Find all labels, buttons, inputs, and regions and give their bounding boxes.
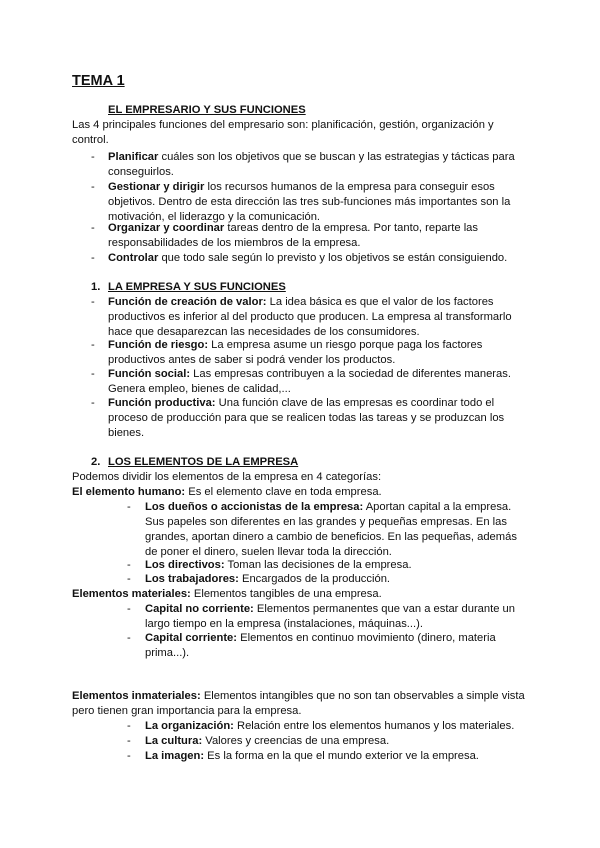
list-item (145, 602, 523, 632)
list-item (145, 631, 507, 661)
category-term: El elemento humano: (72, 486, 186, 498)
section-heading-funciones: LA EMPRESA Y SUS FUNCIONES (108, 281, 286, 293)
list-item (108, 367, 520, 397)
section-intro: Las 4 principales funciones del empresario son: planificación, gestión, organización y control. (72, 119, 494, 146)
item-term: Función social: (108, 368, 191, 380)
item-term: La cultura: (145, 735, 203, 747)
list-item (145, 719, 514, 734)
item-text: Es la forma en la que el mundo exterior ve la empresa. (204, 750, 479, 762)
category-term: Elementos inmateriales: (72, 690, 201, 702)
item-term: Los dueños o accionistas de la empresa: (145, 501, 364, 513)
item-term: Función de riesgo: (108, 339, 209, 351)
bullet-dash: - (91, 222, 95, 234)
list-item (108, 221, 518, 251)
item-term: La organización: (145, 720, 234, 732)
category-material (72, 587, 382, 602)
list-item (108, 338, 512, 368)
section-number: 1. (91, 281, 101, 293)
item-text: Una función clave de las empresas es coordinar todo el proceso de producción para que se realicen todas las tareas y se produzcan los bienes. (108, 397, 505, 439)
item-text: Elementos en continuo movimiento (dinero, materia prima...). (145, 632, 496, 659)
item-text: Toman las decisiones de la empresa. (224, 559, 412, 571)
list-item (145, 500, 520, 560)
item-term: Controlar (108, 252, 159, 264)
section-heading-empresario: EL EMPRESARIO Y SUS FUNCIONES (108, 104, 306, 116)
item-term: Función de creación de valor: (108, 296, 267, 308)
item-text: tareas dentro de la empresa. Por tanto, reparte las responsabilidades de los miembros de la empresa. (108, 222, 478, 249)
bullet-dash: - (91, 151, 95, 163)
bullet-dash: - (127, 573, 131, 585)
section-heading-elementos: LOS ELEMENTOS DE LA EMPRESA (108, 456, 299, 468)
list-item (108, 150, 528, 180)
item-text: Elementos permanentes que van a estar durante un largo tiempo en la empresa (instalaciones, máquinas...). (145, 603, 516, 630)
bullet-dash: - (127, 750, 131, 762)
list-item (145, 734, 389, 749)
item-term: Capital no corriente: (145, 603, 254, 615)
item-text: La empresa asume un riesgo porque paga los factores productivos antes de saber si podrá vender los productos. (108, 339, 483, 366)
section-intro: Podemos dividir los elementos de la empresa en 4 categorías: (72, 471, 382, 483)
list-item (145, 572, 390, 587)
bullet-dash: - (127, 603, 131, 615)
bullet-dash: - (91, 397, 95, 409)
bullet-dash: - (127, 720, 131, 732)
bullet-dash: - (127, 632, 131, 644)
bullet-dash: - (91, 296, 95, 308)
bullet-dash: - (127, 501, 131, 513)
list-item (108, 251, 507, 266)
item-text: Aportan capital a la empresa. Sus papeles son diferentes en las grandes y pequeñas empresas. En las grandes, aportan dinero a cambio de beneficios. En las pequeñas, además de poner el dinero, suelen llevar toda la dirección. (145, 501, 517, 558)
item-term: Organizar y coordinar (108, 222, 225, 234)
item-term: Los trabajadores: (145, 573, 239, 585)
bullet-dash: - (91, 252, 95, 264)
list-item (108, 295, 520, 340)
item-text: Encargados de la producción. (238, 573, 391, 585)
list-item (108, 180, 516, 225)
item-text: cuáles son los objetivos que se buscan y las estrategias y tácticas para conseguirlos. (108, 151, 515, 178)
item-term: Gestionar y dirigir (108, 181, 205, 193)
bullet-dash: - (127, 559, 131, 571)
bullet-dash: - (91, 368, 95, 380)
item-text: los recursos humanos de la empresa para conseguir esos objetivos. Dentro de esta dirección las tres sub-funciones más importantes son la motivación, el liderazgo y la comunicación. (108, 181, 511, 223)
bullet-dash: - (91, 181, 95, 193)
item-text: que todo sale según lo previsto y los objetivos se están consiguiendo. (158, 252, 508, 264)
bullet-dash: - (91, 339, 95, 351)
category-text: Es el elemento clave en toda empresa. (185, 486, 382, 498)
page-title: TEMA 1 (72, 73, 125, 89)
category-text: Elementos intangibles que no son tan observables a simple vista pero tienen gran importancia para la empresa. (72, 690, 525, 717)
item-text: Relación entre los elementos humanos y los materiales. (233, 720, 515, 732)
list-item (145, 558, 412, 573)
item-text: Valores y creencias de una empresa. (202, 735, 390, 747)
category-human (72, 485, 382, 500)
bullet-dash: - (127, 735, 131, 747)
item-text: La idea básica es que el valor de los factores productivos es inferior al del producto que producen. La empresa al transformarlo hace que desaparezcan las necesidades de los consumidores. (108, 296, 512, 338)
item-text: Las empresas contribuyen a la sociedad de diferentes maneras. Genera empleo, bienes de calidad,... (108, 368, 511, 395)
item-term: Capital corriente: (145, 632, 238, 644)
item-term: Los directivos: (145, 559, 225, 571)
item-term: La imagen: (145, 750, 205, 762)
item-term: Planificar (108, 151, 159, 163)
list-item (145, 749, 479, 764)
category-immaterial (72, 689, 527, 719)
section-number: 2. (91, 456, 101, 468)
category-text: Elementos tangibles de una empresa. (190, 588, 382, 600)
item-term: Función productiva: (108, 397, 216, 409)
list-item (108, 396, 514, 441)
category-term: Elementos materiales: (72, 588, 191, 600)
